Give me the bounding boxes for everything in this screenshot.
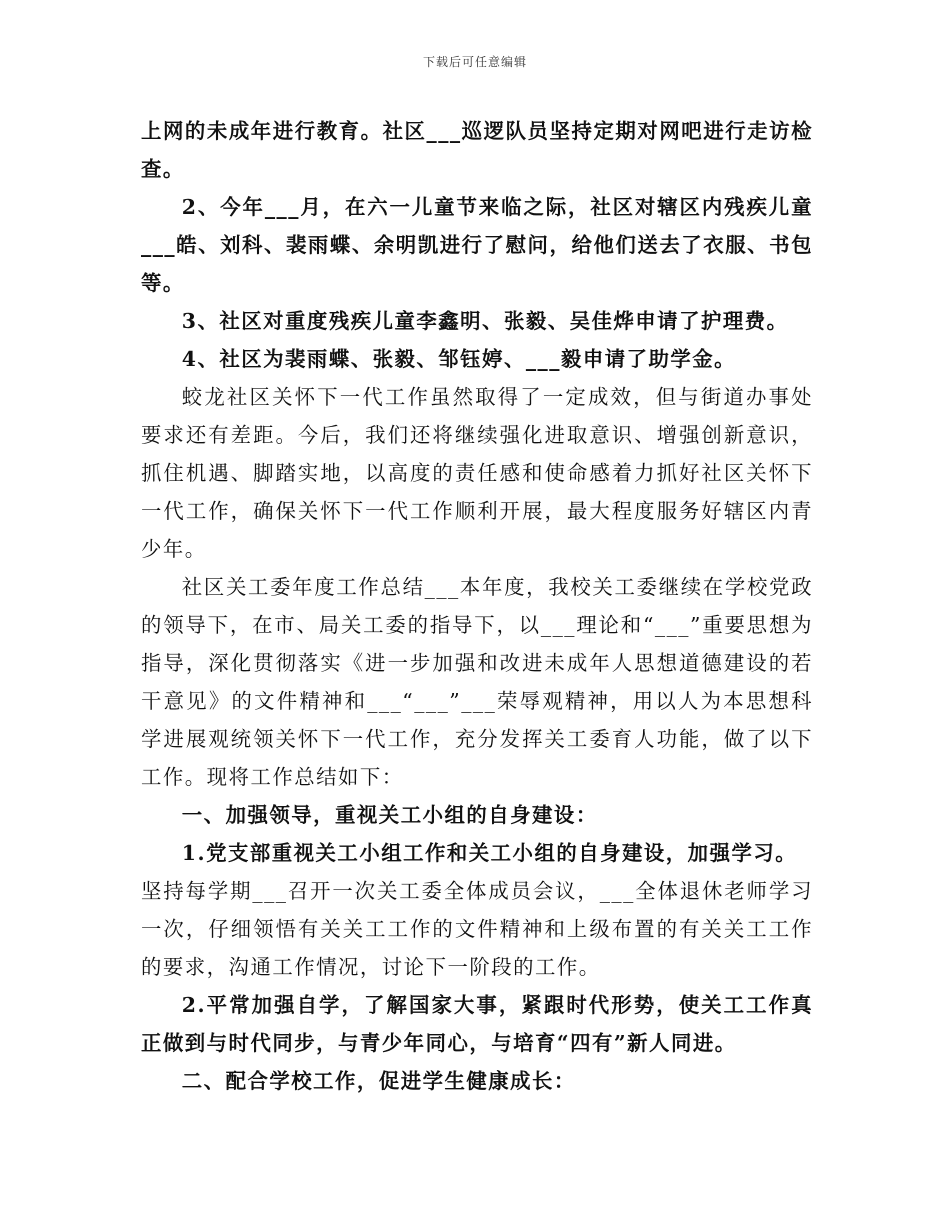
paragraph-summary: 蛟龙社区关怀下一代工作虽然取得了一定成效，但与街道办事处要求还有差距。今后，我们还将继续强化进取意识、增强创新意识，抓住机遇、脚踏实地，以高度的责任感和使命感着力抓好社区关怀下一代工作，确保关怀下一代工作顺利开展，最大程度服务好辖区内青少年。	[141, 385, 813, 561]
page-header: 下载后可任意编辑	[422, 55, 527, 69]
paragraph-annual-intro: 社区关工委年度工作总结___本年度，我校关工委继续在学校党政的领导下，在市、局关工委的指导下，以___理论和“___”重要思想为指导，深化贯彻落实《进一步加强和改进未成年人思想道德建设的若干意见》的文件精神和___“___”___荣辱观精神，用以人为本思想科学进展观统领关怀下一代工作，充分发挥关工委育人功能，做了以下工作。现将工作总结如下：	[141, 575, 813, 789]
paragraph-point-1-detail: 坚持每学期___召开一次关工委全体成员会议，___全体退休老师学习一次，仔细领悟有关关工工作的文件精神和上级布置的有关关工工作的要求，沟通工作情况，讨论下一阶段的工作。	[141, 879, 813, 979]
paragraph-item-2: 2、今年___月，在六一儿童节来临之际，社区对辖区内残疾儿童___皓、刘科、裴雨蝶、余明凯进行了慰问，给他们送去了衣服、书包等。	[141, 195, 813, 295]
paragraph-item-3: 3、社区对重度残疾儿童李鑫明、张毅、吴佳烨申请了护理费。	[181, 309, 789, 333]
section-heading-2: 二、配合学校工作，促进学生健康成长：	[181, 1069, 576, 1093]
paragraph-point-2: 2.平常加强自学，了解国家大事，紧跟时代形势，使关工工作真正做到与时代同步，与青少年同心，与培育“四有”新人同进。	[141, 993, 813, 1055]
paragraph-continuation: 上网的未成年进行教育。社区___巡逻队员坚持定期对网吧进行走访检查。	[141, 119, 813, 181]
section-heading-1: 一、加强领导，重视关工小组的自身建设：	[181, 803, 598, 827]
paragraph-item-4: 4、社区为裴雨蝶、张毅、邹钰婷、___毅申请了助学金。	[181, 347, 737, 371]
document-body	[141, 112, 813, 1100]
paragraph-point-1: 1.党支部重视关工小组工作和关工小组的自身建设，加强学习。	[181, 841, 798, 865]
